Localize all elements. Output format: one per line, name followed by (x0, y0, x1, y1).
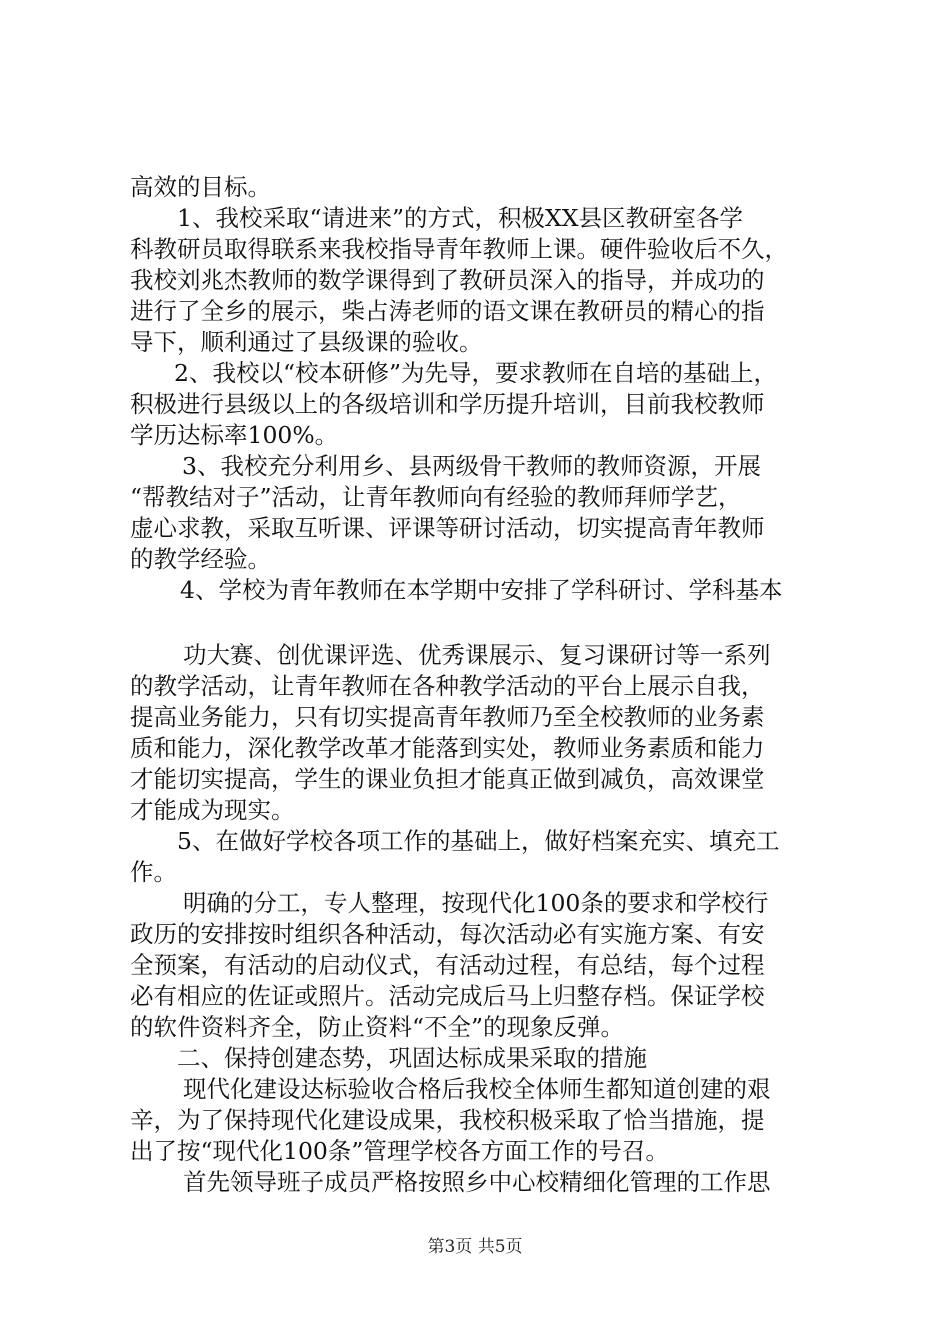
text-line: 的教学经验。 (130, 545, 271, 573)
page-number-footer: 第3页 共5页 (427, 1237, 523, 1257)
text-line: 的软件资料齐全，防止资料“不全”的现象反弹。 (130, 1013, 625, 1041)
text-line: 虚心求教，采取互听课、评课等研讨活动，切实提高青年教师 (130, 514, 765, 542)
text-line: 全预案，有活动的启动仪式，有活动过程，有总结，每个过程 (130, 951, 765, 979)
text-line: 我校刘兆杰教师的数学课得到了教研员深入的指导，并成功的 (130, 266, 765, 294)
text-line: 积极进行县级以上的各级培训和学历提升培训，目前我校教师 (130, 390, 765, 418)
text-line: 辛，为了保持现代化建设成果，我校积极采取了恰当措施，提 (130, 1106, 765, 1134)
text-line: 2、我校以“校本研修”为先导，要求教师在自培的基础上， (174, 359, 777, 387)
text-line: 导下，顺利通过了县级课的验收。 (130, 328, 483, 356)
text-line: 作。 (130, 858, 177, 886)
text-line: 1、我校采取“请进来”的方式，积极XX县区教研室各学 (177, 204, 743, 232)
document-body (130, 172, 835, 1198)
text-line: 3、我校充分利用乡、县两级骨干教师的教师资源，开展 (182, 452, 761, 480)
text-line: 高效的目标。 (130, 173, 271, 201)
text-line: 功大赛、创优课评选、优秀课展示、复习课研讨等一系列 (183, 641, 771, 669)
text-line: 出了按“现代化100条”管理学校各方面工作的号召。 (130, 1137, 669, 1165)
text-line: 首先领导班子成员严格按照乡中心校精细化管理的工作思 (183, 1168, 771, 1196)
text-line: 必有相应的佐证或照片。活动完成后马上归整存档。保证学校 (130, 982, 765, 1010)
text-line: 5、在做好学校各项工作的基础上，做好档案充实、填充工 (177, 827, 780, 855)
text-line: 现代化建设达标验收合格后我校全体师生都知道创建的艰 (183, 1075, 771, 1103)
text-line: 的教学活动，让青年教师在各种教学活动的平台上展示自我， (130, 672, 765, 700)
text-line: 4、学校为青年教师在本学期中安排了学科研讨、学科基本 (180, 576, 783, 604)
text-line: 质和能力，深化教学改革才能落到实处，教师业务素质和能力 (130, 734, 765, 762)
paragraph-gap (130, 606, 835, 640)
text-line: 提高业务能力，只有切实提高青年教师乃至全校教师的业务素 (130, 703, 765, 731)
section-heading: 二、保持创建态势，巩固达标成果采取的措施 (177, 1044, 647, 1072)
text-line: “帮教结对子”活动，让青年教师向有经验的教师拜师学艺， (130, 483, 742, 511)
text-line: 政历的安排按时组织各种活动，每次活动必有实施方案、有安 (130, 920, 765, 948)
text-line: 进行了全乡的展示，柴占涛老师的语文课在教研员的精心的指 (130, 297, 765, 325)
text-line: 明确的分工，专人整理，按现代化100条的要求和学校行 (183, 889, 769, 917)
text-line: 才能切实提高，学生的课业负担才能真正做到减负，高效课堂 (130, 765, 765, 793)
text-line: 才能成为现实。 (130, 796, 295, 824)
text-line: 学历达标率100%。 (130, 421, 339, 449)
text-line: 科教研员取得联系来我校指导青年教师上课。硬件验收后不久， (130, 235, 788, 263)
